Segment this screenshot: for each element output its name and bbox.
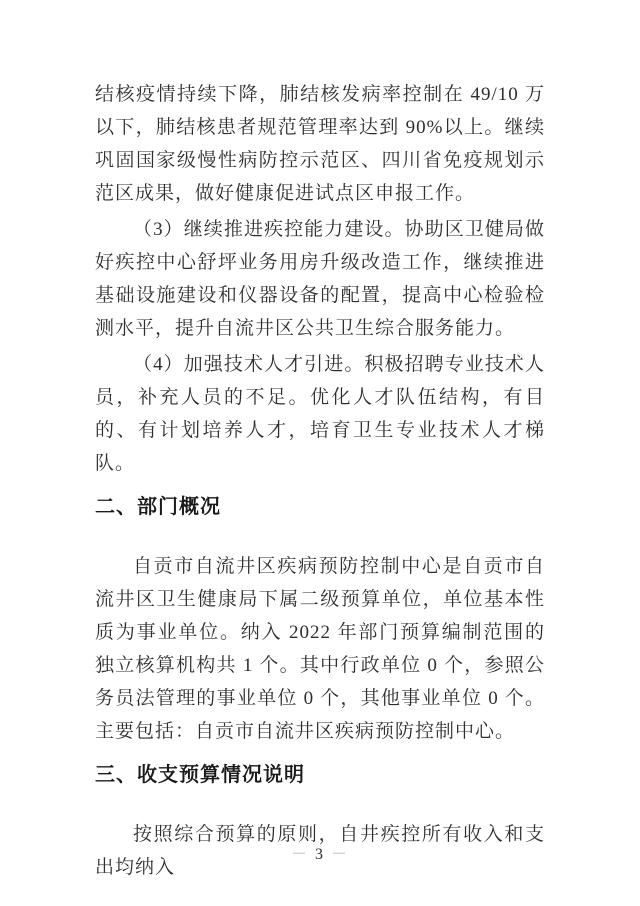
paragraph-4-talent-recruitment: （4）加强技术人才引进。积极招聘专业技术人员，补充人员的不足。优化人才队伍结构，有目的、有计划培养人才，培育卫生专业技术人才梯队。 xyxy=(95,354,545,474)
paragraph-3-capacity-building: （3）继续推进疾控能力建设。协助区卫健局做好疾控中心舒坪业务用房升级改造工作，继续推进基础设施建设和仪器设备的配置，提高中心检验检测水平，提升自流井区公共卫生综合服务能力。 xyxy=(95,219,545,339)
paragraph-budget-principle: 按照综合预算的原则，自井疾控所有收入和支出均纳入 xyxy=(95,824,545,878)
paragraph-tb-epidemic-continuation: 结核疫情持续下降，肺结核发病率控制在 49/10 万以下，肺结核患者规范管理率达到 90%以上。继续巩固国家级慢性病防控示范区、四川省免疫规划示范区成果，做好健康促进试点区申报工作。 xyxy=(95,84,545,204)
section-heading-department-overview: 二、部门概况 xyxy=(95,496,221,518)
paragraph-department-overview: 自贡市自流井区疾病预防控制中心是自贡市自流井区卫生健康局下属二级预算单位，单位基本性质为事业单位。纳入 2022 年部门预算编制范围的独立核算机构共 1 个。其中行政单位 0 个，参照公务员法管理的事业单位 0 个，其他事业单位 0 个。主要包括：自贡市自流井区疾病预防控制中心。 xyxy=(95,556,545,742)
footer-dash-right: － xyxy=(331,846,350,863)
footer-dash-left: － xyxy=(290,846,309,863)
section-heading-budget-explanation: 三、收支预算情况说明 xyxy=(95,764,305,786)
footer-page-number: 3 xyxy=(315,846,325,863)
page-number-footer xyxy=(0,841,640,864)
